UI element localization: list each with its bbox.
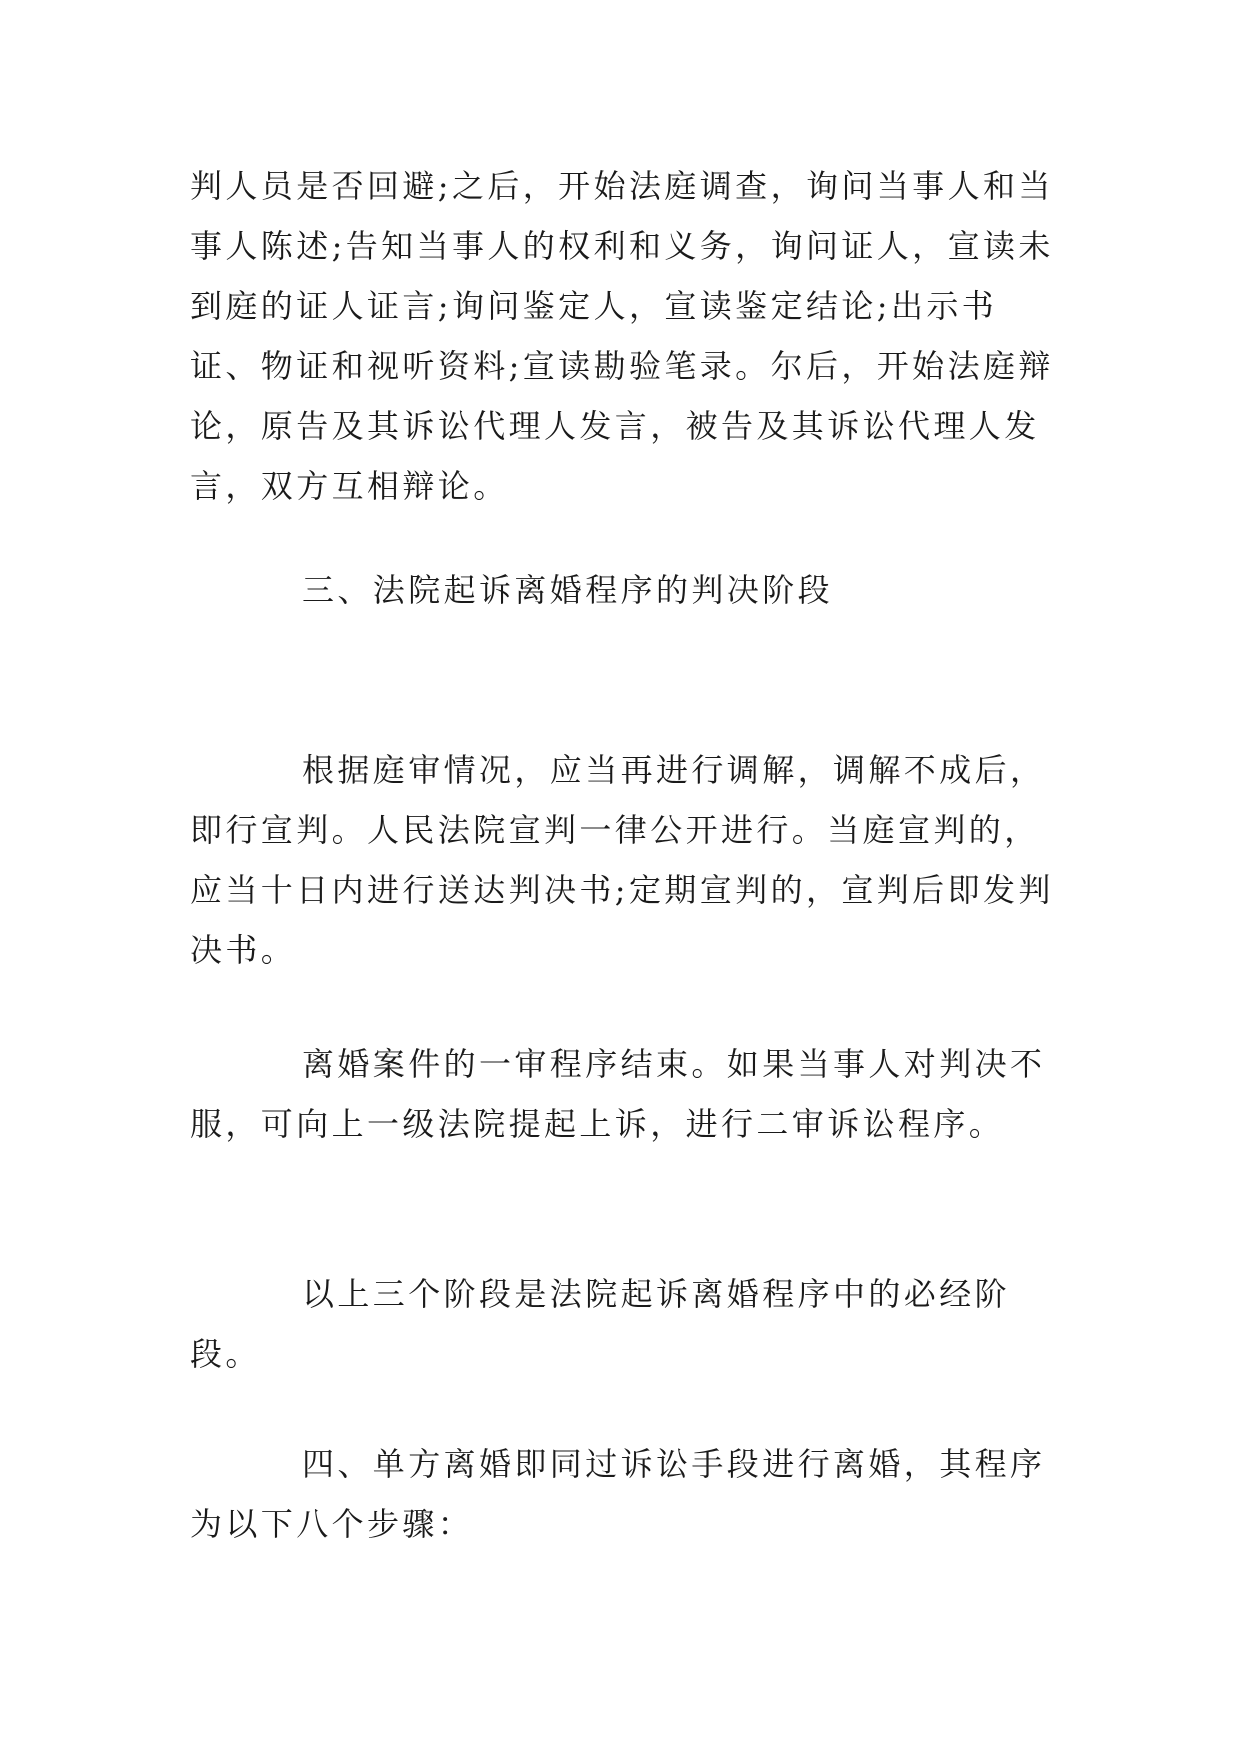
section-heading-judgment-stage: 三、法院起诉离婚程序的判决阶段 — [302, 571, 834, 609]
section-heading-unilateral-divorce: 四、单方离婚即同过诉讼手段进行离婚，其程序为以下八个步骤： — [190, 1445, 1046, 1543]
paragraph-judgment: 根据庭审情况，应当再进行调解，调解不成后，即行宣判。人民法院宣判一律公开进行。当庭宣判的，应当十日内进行送达判决书;定期宣判的，宣判后即发判决书。 — [190, 751, 1054, 969]
paragraph-court-investigation: 判人员是否回避;之后，开始法庭调查，询问当事人和当事人陈述;告知当事人的权利和义务，询问证人，宣读未到庭的证人证言;询问鉴定人，宣读鉴定结论;出示书证、物证和视听资料;宣读勘验笔录。尔后，开始法庭辩论，原告及其诉讼代理人发言，被告及其诉讼代理人发言，双方互相辩论。 — [190, 167, 1054, 505]
paragraph-three-stages: 以上三个阶段是法院起诉离婚程序中的必经阶段。 — [190, 1275, 1011, 1373]
paragraph-first-instance-end: 离婚案件的一审程序结束。如果当事人对判决不服，可向上一级法院提起上诉，进行二审诉讼程序。 — [190, 1045, 1046, 1143]
